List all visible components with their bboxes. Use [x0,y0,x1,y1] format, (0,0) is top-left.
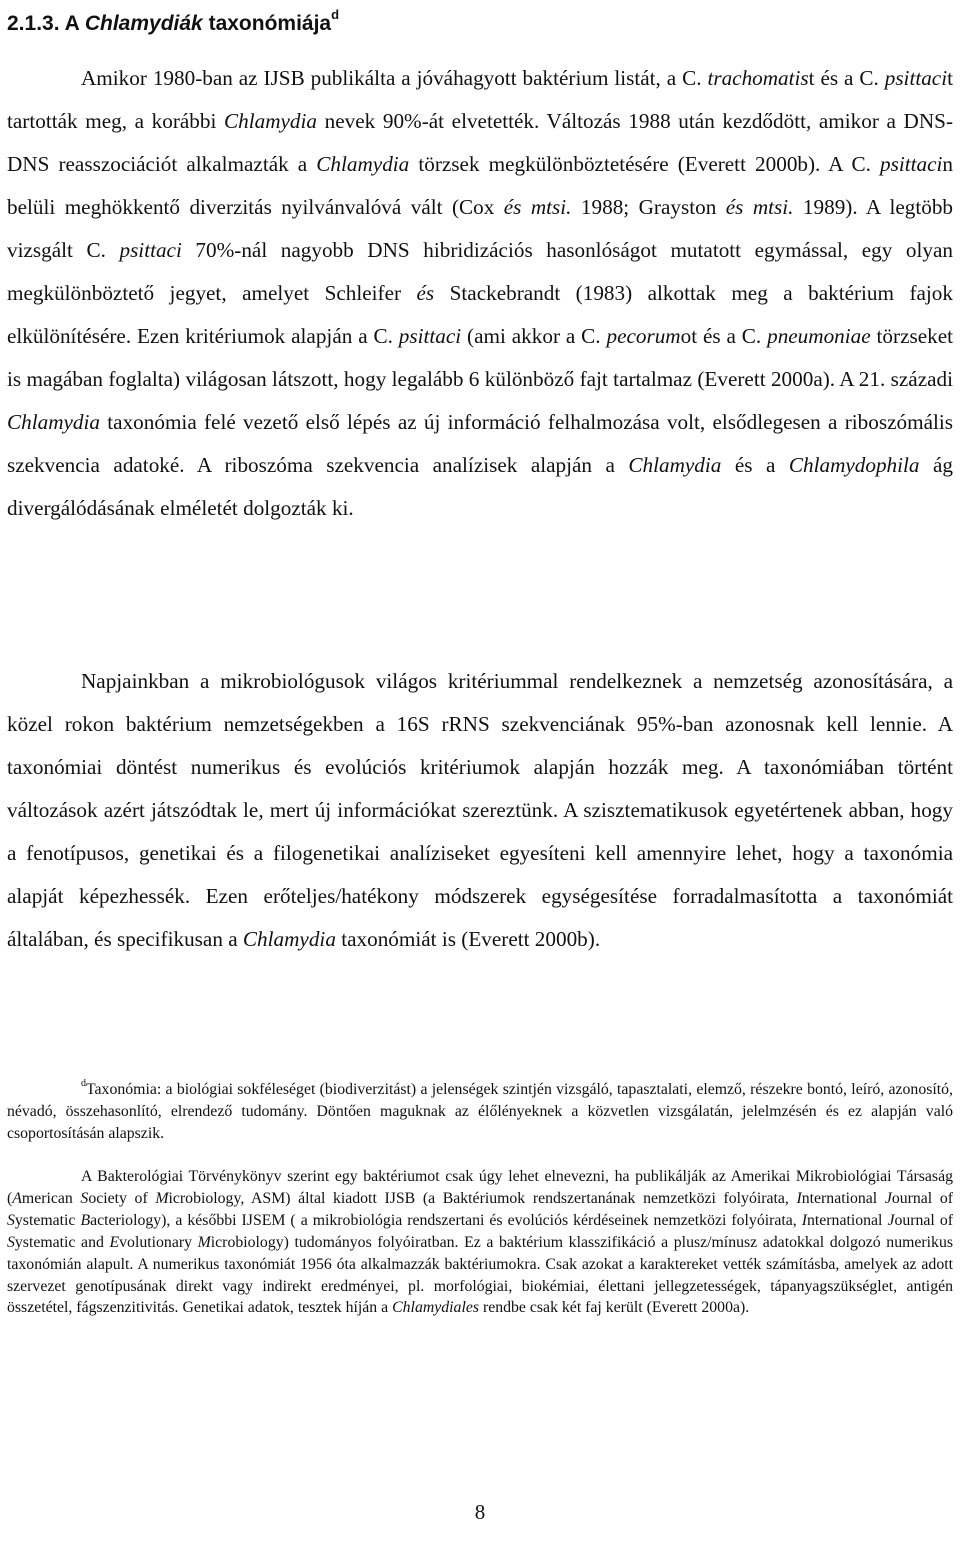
text-run: ournal of [894,1211,953,1229]
italic-run: Chlamydia [316,152,410,177]
italic-run: M [197,1233,211,1251]
italic-run: és mtsi. [503,195,572,220]
text-run: Stackebrandt (1983) alkottak meg a baktérium fajok elkülönítésére. Ezen kritériumok alapján a C. [7,281,953,349]
body-paragraph-1 [7,57,953,531]
italic-run: S [80,1189,89,1207]
italic-run: I [796,1189,802,1207]
text-run: t tartották meg, a korábbi [7,66,953,134]
text-run: 1989). A legtöbb vizsgált C. [7,195,954,263]
italic-run: Chlamydia [242,927,336,952]
italic-run: psittaci [880,152,943,177]
text-run: A Bakterológiai Törvénykönyv szerint egy baktériumot csak úgy lehet elnevezni, ha publikálják az Amerikai Mikrobiológiai Társaság ( [7,1168,953,1207]
text-run: (ami akkor a C. [461,324,607,349]
italic-run: S [7,1211,15,1229]
italic-run: és [416,281,435,306]
text-run: t és a C. [808,66,885,90]
italic-run: S [7,1233,15,1251]
text-run: 1988; Grayston [571,195,726,220]
text-run: taxonómia felé vezető első lépés az új információ felhalmozása volt, elsődlegesen a riboszómális szekvencia adatoké. A riboszóma szekvencia analízisek alapján a [7,410,953,478]
text-run: ystematic and [14,1233,110,1251]
italic-run: J [887,1211,895,1229]
italic-run: J [884,1189,892,1207]
text-run: merican [21,1189,81,1207]
italic-run: psittaci [884,66,948,90]
italic-run: E [109,1233,120,1251]
body-paragraph-2 [7,660,953,961]
italic-run: Chlamydia [7,410,100,435]
text-run: 70%-nál nagyobb DNS hibridizációs hasonlóságot mutatott egymással, egy olyan megkülönböztető jegyet, amelyet Schleifer [7,238,953,306]
heading-italic-term: Chlamydiák [84,12,203,35]
italic-run: psittaci [119,238,182,263]
italic-run: pneumoniae [767,324,871,349]
page-number: 8 [474,1500,486,1524]
text-run: nternational [801,1189,885,1207]
heading-suffix: taxonómiája [208,12,332,35]
heading-prefix: A [64,12,79,35]
italic-run: psittaci [398,324,462,349]
text-run: nternational [807,1211,888,1229]
text-run: icrobiology, ASM) által kiadott IJSB (a Baktériumok rendszertanának nemzetközi folyóirata, [168,1189,797,1207]
heading-footnote-marker: d [331,7,340,22]
text-run: ág divergálódásának elméletét dolgozták ki. [7,453,953,521]
text-run: ystematic [14,1211,81,1229]
text-run: törzseket is magában foglalta) világosan látszott, hogy legalább 6 különböző fajt tartalmaz (Everett 2000a). A 21. századi [7,324,954,392]
italic-run: Chlamydia [224,109,318,134]
text-run: ot és a C. [680,324,768,349]
text-run: taxonómiát is (Everett 2000b). [335,927,601,952]
italic-run: trachomatis [707,66,809,90]
text-run: Amikor 1980-ban az IJSB publikálta a jóváhagyott baktérium listát, a C. [81,66,708,90]
italic-run: A [12,1189,22,1207]
italic-run: B [80,1211,91,1229]
text-run: ociety of [88,1189,156,1207]
text-run: n belüli meghökkentő diverzitás nyilvánvalóvá vált (Cox [7,152,953,220]
footnote-bacteriological-code [7,1166,953,1319]
text-run: és a [721,453,789,478]
text-run: volutionary [119,1233,198,1251]
text-run: acteriology), a későbbi IJSEM ( a mikrobiológia rendszertani és evolúciós kérdéseinek nemzetközi folyóirata, [90,1211,802,1229]
text-run: törzsek megkülönböztetésére (Everett 2000b). A C. [409,152,880,177]
section-heading [7,0,339,42]
text-run: Napjainkban a mikrobiológusok világos kritériummal rendelkeznek a nemzetség azonosítására, a közel rokon baktérium nemzetségekben a 16S rRNS szekvenciának 95%-ban azonosnak kell lennie. A taxonómiai döntést numerikus és evolúciós kritériumok alapján hozzák meg. A taxonómiában történt változások azért játszódtak le, mert új információkat szereztünk. A szisztematikusok egyetértenek abban, hogy a fenotípusos, genetikai és a filogenetikai analíziseket egyesíteni kell amennyire lehet, hogy a taxonómia alapját képezhessék. Ezen erőteljes/hatékony módszerek egységesítése forradalmasította a taxonómiát általában, és specifikusan a [7,669,953,952]
italic-run: és mtsi. [725,195,794,220]
text-run: rendbe csak két faj került (Everett 2000a). [479,1299,750,1317]
text-run: Taxonómia: a biológiai sokféleséget (biodiverzitást) a jelenségek szintjén vizsgáló, tapasztalati, elemző, részekre bontó, leíró, azonosító, névadó, összehasonlító, elrendező tudomány. Döntően maguknak az élőlényeknek a közvetlen vizsgálatán, jelelmzésén és ez alapján való csoportosításán alapszik. [7,1081,953,1142]
italic-run: I [801,1211,807,1229]
italic-run: Chlamydiales [392,1299,480,1317]
italic-run: M [155,1189,169,1207]
text-run: ournal of [891,1189,953,1207]
text-run: icrobiology) tudományos folyóiratban. Ez a baktérium klasszifikáció a plusz/mínusz adatokkal dolgozó numerikus taxonómián alapult. A numerikus taxonómiát 1956 óta alkalmazzák baktériumokra. Csak azokat a karaktereket vették számításba, amelyek az adott szervezet genotípusának direkt vagy indirekt eredményei, pl. morfológiai, biokémiai, élettani jellegzetességek, tápanyagszükséglet, antigén összetétel, fágszenzitivitás. Genetikai adatok, tesztek híján a [7,1233,954,1317]
text-run: nevek 90%-át elvetették. Változás 1988 után kezdődött, amikor a DNS-DNS reasszociációt alkalmazták a [7,109,953,177]
italic-run: Chlamydia [628,453,722,478]
italic-run: Chlamydophila [788,453,920,478]
section-number: 2.1.3. [7,12,60,35]
italic-run: pecorum [606,324,681,349]
footnote-marker: d [81,1077,86,1089]
footnote-taxonomy-definition [7,1079,953,1145]
